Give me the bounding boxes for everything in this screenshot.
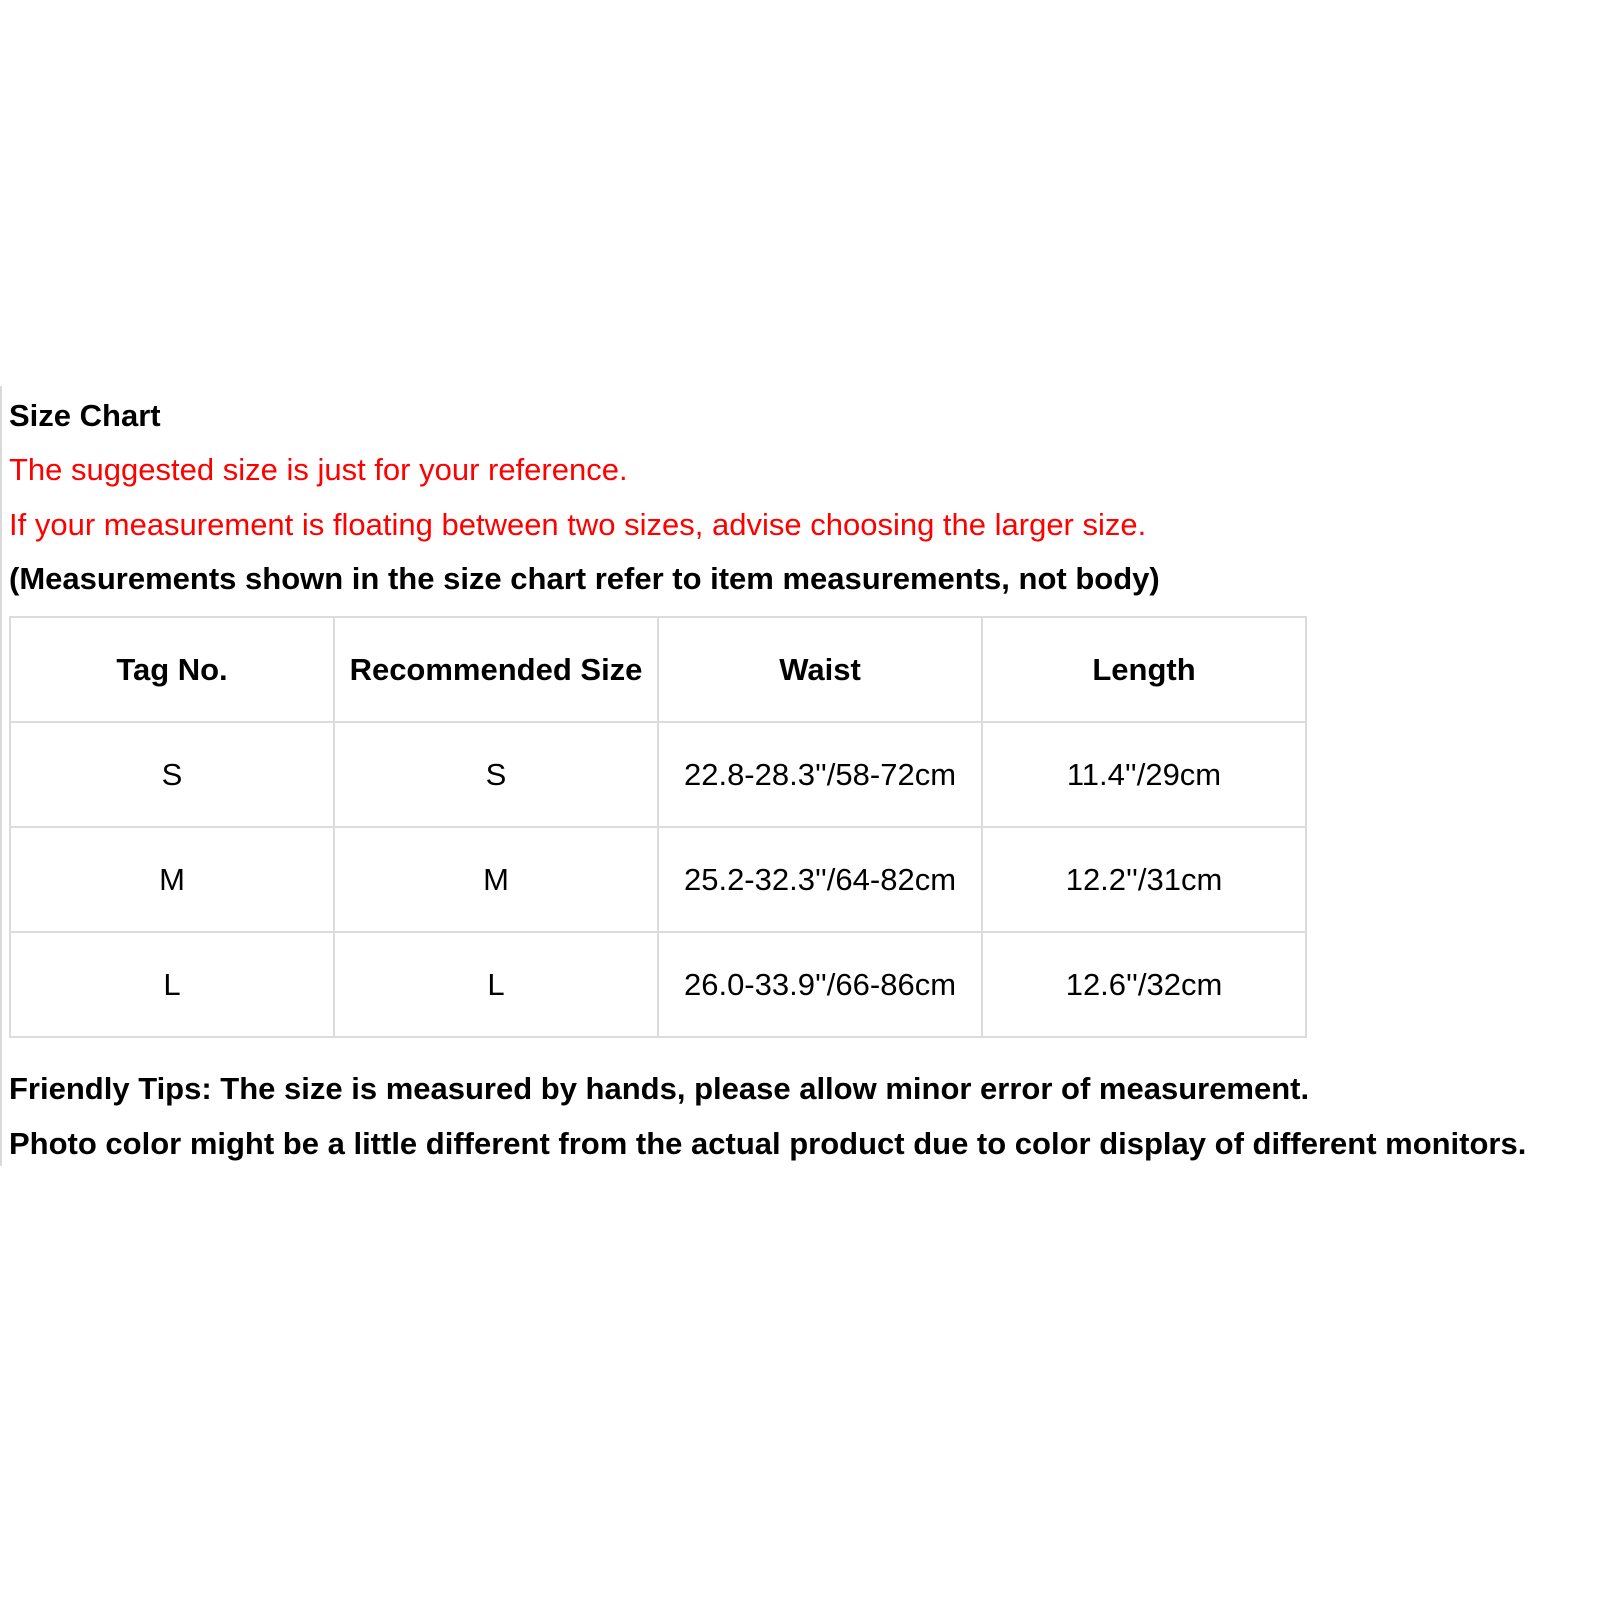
header-length: Length bbox=[982, 617, 1306, 722]
size-note-larger-size: If your measurement is floating between two sizes, advise choosing the larger size. bbox=[9, 507, 1147, 542]
table-row bbox=[10, 722, 1306, 827]
cell-tag-no: L bbox=[10, 932, 334, 1037]
header-recommended-size: Recommended Size bbox=[334, 617, 658, 722]
friendly-tips: Friendly Tips: The size is measured by hands, please allow minor error of measurement. bbox=[9, 1071, 1310, 1106]
header-waist: Waist bbox=[658, 617, 982, 722]
cell-tag-no: M bbox=[10, 827, 334, 932]
cell-waist: 22.8-28.3''/58-72cm bbox=[658, 722, 982, 827]
cell-waist: 26.0-33.9''/66-86cm bbox=[658, 932, 982, 1037]
table-row bbox=[10, 827, 1306, 932]
header-tag-no: Tag No. bbox=[10, 617, 334, 722]
table-row bbox=[10, 932, 1306, 1037]
page-title: Size Chart bbox=[9, 398, 161, 433]
measurement-disclaimer: (Measurements shown in the size chart refer to item measurements, not body) bbox=[9, 561, 1160, 596]
cell-recommended-size: L bbox=[334, 932, 658, 1037]
photo-color-note: Photo color might be a little different from the actual product due to color display of different monitors. bbox=[9, 1126, 1527, 1161]
cell-waist: 25.2-32.3''/64-82cm bbox=[658, 827, 982, 932]
cell-length: 12.6''/32cm bbox=[982, 932, 1306, 1037]
size-note-reference: The suggested size is just for your reference. bbox=[9, 452, 628, 487]
cell-recommended-size: S bbox=[334, 722, 658, 827]
table-header-row bbox=[10, 617, 1306, 722]
size-table bbox=[9, 616, 1307, 1038]
cell-length: 11.4''/29cm bbox=[982, 722, 1306, 827]
left-border-line bbox=[0, 386, 2, 1166]
cell-tag-no: S bbox=[10, 722, 334, 827]
cell-recommended-size: M bbox=[334, 827, 658, 932]
cell-length: 12.2''/31cm bbox=[982, 827, 1306, 932]
